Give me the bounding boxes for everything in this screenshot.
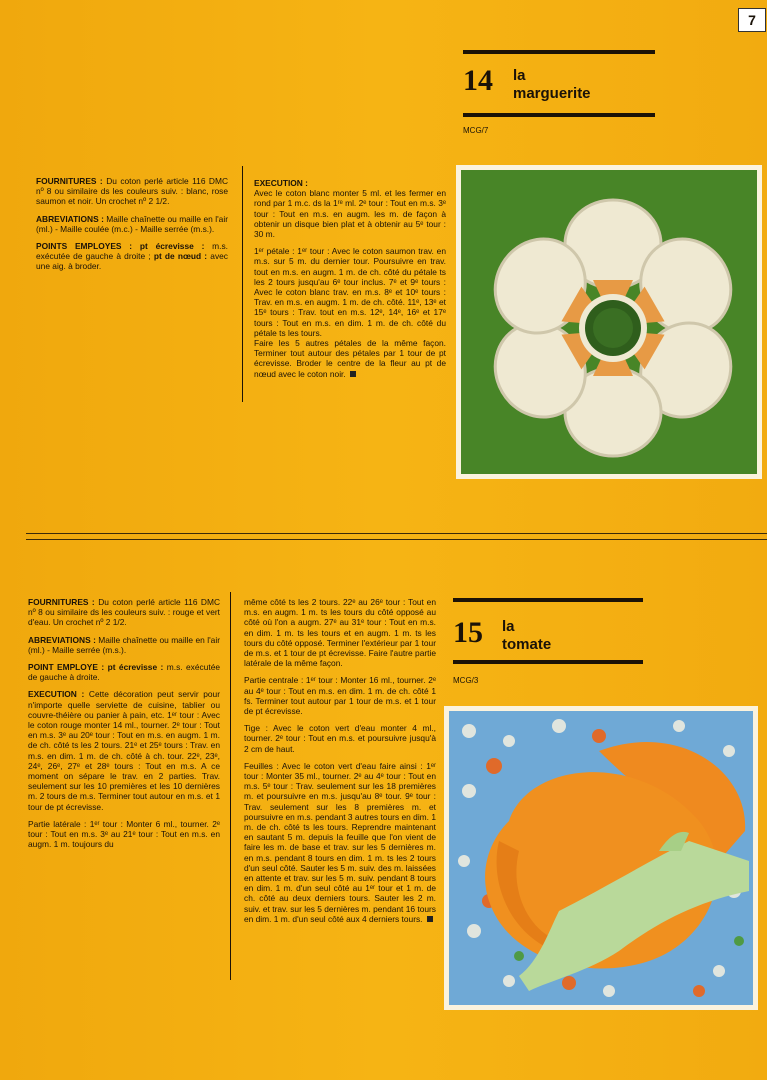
text: Du coton perlé article 116 DMC nº 8 ou similaire ds les couleurs suiv. : blanc, rose saumon et noir. Un crochet nº 2 1/2. [36, 176, 229, 207]
title-line: tomate [502, 636, 552, 653]
text: 1ᵉʳ pétale : 1ᵉʳ tour : Avec le coton saumon trav. en m.s. sur 5 m. du dernier tour. Poursuivre en trav. tout en m.s. en augm. 1 m. de ch. côté du pétale ts les 2 tours jusqu'au 6ᵉ tour inclus. 7ᵉ et 9ᵉ tours : Avec le coton blanc trav. en m.s. 8ᵉ et 10ᵉ tours : Trav. en m.s. en augm. 1 m. de ch. côté. 11ᵉ, 13ᵉ et 15ᵉ tours : Trav. tout en m.s. 12ᵉ, 14ᵉ, 16ᵉ et 17ᵉ tours : Tout en m.s. en dim. 1 m. de ch. côté du pétale ts les tours. [254, 246, 446, 338]
points-paragraph [36, 241, 228, 272]
instructions-column-2 [244, 597, 436, 931]
title-line: la [513, 67, 526, 84]
label: EXECUTION : [254, 178, 308, 188]
text: Avec le coton blanc monter 5 ml. et les fermer en rond par 1 m.c. ds la 1ʳᵉ ml. 2ᵉ tour : Tout en m.s. 3ᵉ tour : Tout en m.s. en augm. les m. de façon à obtenir un disque bien plat et à obtenir au 5ᵉ tour : 30 m. [254, 188, 446, 240]
pattern-title [502, 618, 551, 654]
text: Feuilles : Avec le coton vert d'eau faire ainsi : 1ᵉʳ tour : Monter 35 ml., tourner. 2ᵉ au 4ᵉ tour : Tout en m.s. 5ᵉ tour : Trav. seulement sur les 18 premières m. et poursuivre en m.s. jusqu'au 8ᵉ tour. 9ᵉ tour : Trav. seulement sur les 8 premières m. et poursuivre en m.s. pendant 3 autres tours en dim. 1 m. de ch. côté ts les tours. Reprendre maintenant en sautant 5 m. depuis la feuille que l'on vient de faire les m. de base et trav. sur les 5 dernières m. en m.s. pendant 8 tours en dim. 1 m. ts les 2 tours d'un seul côté. Sauter les 5 m. suiv. des m. laissées en attente et trav. sur les 5 m. suiv. pendant 8 tours en dim. 1 m. d'un seul côté au 1ᵉʳ tour et 1 m. de ch. côté au deux derniers tours. Sauter les 2 m. suiv. et trav. sur les 5 dernières m. pendant 16 tours en dim. 1 m. d'un seul côté aux 4 derniers tours. [244, 760, 436, 924]
label: ABREVIATIONS : [28, 634, 96, 645]
label: POINTS EMPLOYES : pt écrevisse : [36, 241, 205, 252]
page-number: 7 [738, 8, 766, 32]
text: Partie latérale : 1ᵉʳ tour : Monter 6 ml., tourner. 2ᵉ tour : Tout en m.s. 3ᵉ au 21ᵉ tour : Tout en m.s. en augm. 1 m. toujours du [28, 818, 220, 850]
text: Cette décoration peut servir pour n'importe quelle serviette de cuisine, tablier ou couvre-théière ou panier à pain, etc. 1ᵉʳ tour : Avec le coton rouge monter 14 ml., tourner. 2ᵉ tour : Tout en m.s. 3ᵉ au 20ᵉ tour : Tout en m.s. en augm. 1 m. de ch. côté ts les 2 tours. 21ᵉ et 25ᵉ tours : Trav. en m.s. en dim. 1 m. de ch. côté à ch. tour. 22ᵉ, 23ᵉ, 24ᵉ, 26ᵉ, 27ᵉ et 28ᵉ tours : Tout en m.s. A ce moment on sépare le trav. en 2 parties. Trav. seulement sur les 10 premières et les 10 dernières m. 2 tours de m.s. Terminer tout autour en m.s. et 1 tour de pt écrevisse. [28, 689, 220, 812]
title-line: la [502, 618, 515, 635]
label: pt de nœud : [153, 251, 208, 262]
abreviations-paragraph [28, 635, 220, 655]
tige-paragraph [244, 723, 436, 754]
daisy-illustration [461, 170, 757, 474]
label: FOURNITURES : [36, 176, 103, 186]
materials-column [36, 176, 228, 279]
text: Faire les 5 autres pétales de la même façon. Terminer tout autour des pétales par 1 tour de pt écrevisse. Broder le centre de la fleur au pt de nœud avec le coton noir. [254, 338, 446, 379]
text: m.s. exécutée de gauche à droite. [28, 662, 221, 683]
pattern-number: 15 [453, 616, 483, 649]
daisy-photo [456, 165, 762, 479]
label: FOURNITURES : [28, 597, 95, 607]
execution-paragraph [28, 689, 220, 811]
tomato-illustration [449, 711, 753, 1005]
fournitures-paragraph [36, 176, 228, 207]
title-line: marguerite [513, 85, 591, 102]
instructions-column-1 [28, 597, 220, 856]
point-paragraph [28, 662, 220, 682]
pattern-ref: MCG/7 [463, 126, 489, 135]
label: EXECUTION : [28, 689, 85, 700]
end-mark [427, 916, 433, 922]
pattern-ref: MCG/3 [453, 676, 479, 685]
pattern-number: 14 [463, 64, 493, 97]
header-rule-bottom [463, 113, 655, 117]
text: Partie centrale : 1ᵉʳ tour : Monter 16 ml., tourner. 2ᵉ au 4ᵉ tour : Tout en m.s. en dim. 1 m. de ch. côté 1 fs. Terminer tout autour par 1 tour de m.s. et 1 tour de pt écrevisse. [244, 675, 436, 717]
abreviations-paragraph [36, 214, 228, 234]
text: Tige : Avec le coton vert d'eau monter 4 ml., tourner. 2ᵉ tour : Tout en m.s. et poursuivre jusqu'à 2 cm de haut. [244, 723, 436, 754]
text: Maille chaînette ou maille en l'air (ml.) - Maille coulée (m.c.) - Maille serrée (m.s.). [36, 213, 228, 234]
section-separator [26, 539, 767, 540]
pattern-title [513, 67, 591, 103]
header-rule-top [453, 598, 643, 602]
header-rule-top [463, 50, 655, 54]
text: même côté ts les 2 tours. 22ᵉ au 26ᵉ tour : Tout en m.s. en augm. 1 m. ts les tours du côté opposé au côté où l'on a augm. 27ᵉ au 31ᵉ tour : Tout en m.s. en dim. 1 m. ts les tours et en augm. 1 m. ts les tours du côté opposé. Terminer l'extérieur par 1 tour de m.s. et 1 tour de pt écrevisse. Faire l'autre partie latérale de la même façon. [244, 597, 436, 669]
centrale-paragraph [244, 675, 436, 716]
text: Du coton perlé article 116 DMC nº 8 ou similaire ds les couleurs suiv. : rouge et vert d'eau. Un crochet nº 2 1/2. [28, 597, 221, 628]
laterale-paragraph [28, 819, 220, 850]
fournitures-paragraph [28, 597, 220, 628]
execution-paragraph [254, 178, 446, 239]
execution-column [254, 178, 446, 386]
label: POINT EMPLOYE : pt écrevisse : [28, 662, 164, 673]
header-rule-bottom [453, 660, 643, 664]
section-separator [26, 533, 767, 534]
text: Maille chaînette ou maille en l'air (ml.) - Maille serrée (m.s.). [28, 634, 220, 655]
continuation-paragraph [244, 597, 436, 668]
end-mark [350, 371, 356, 377]
column-divider [230, 592, 231, 980]
petale-paragraph [254, 246, 446, 338]
text: m.s. exécutée de gauche à droite ; [36, 241, 228, 262]
column-divider [242, 166, 243, 402]
final-paragraph [254, 338, 446, 379]
text: avec une aig. à broder. [36, 251, 228, 272]
label: ABREVIATIONS : [36, 213, 104, 224]
feuilles-paragraph [244, 761, 436, 924]
tomato-photo [444, 706, 758, 1010]
